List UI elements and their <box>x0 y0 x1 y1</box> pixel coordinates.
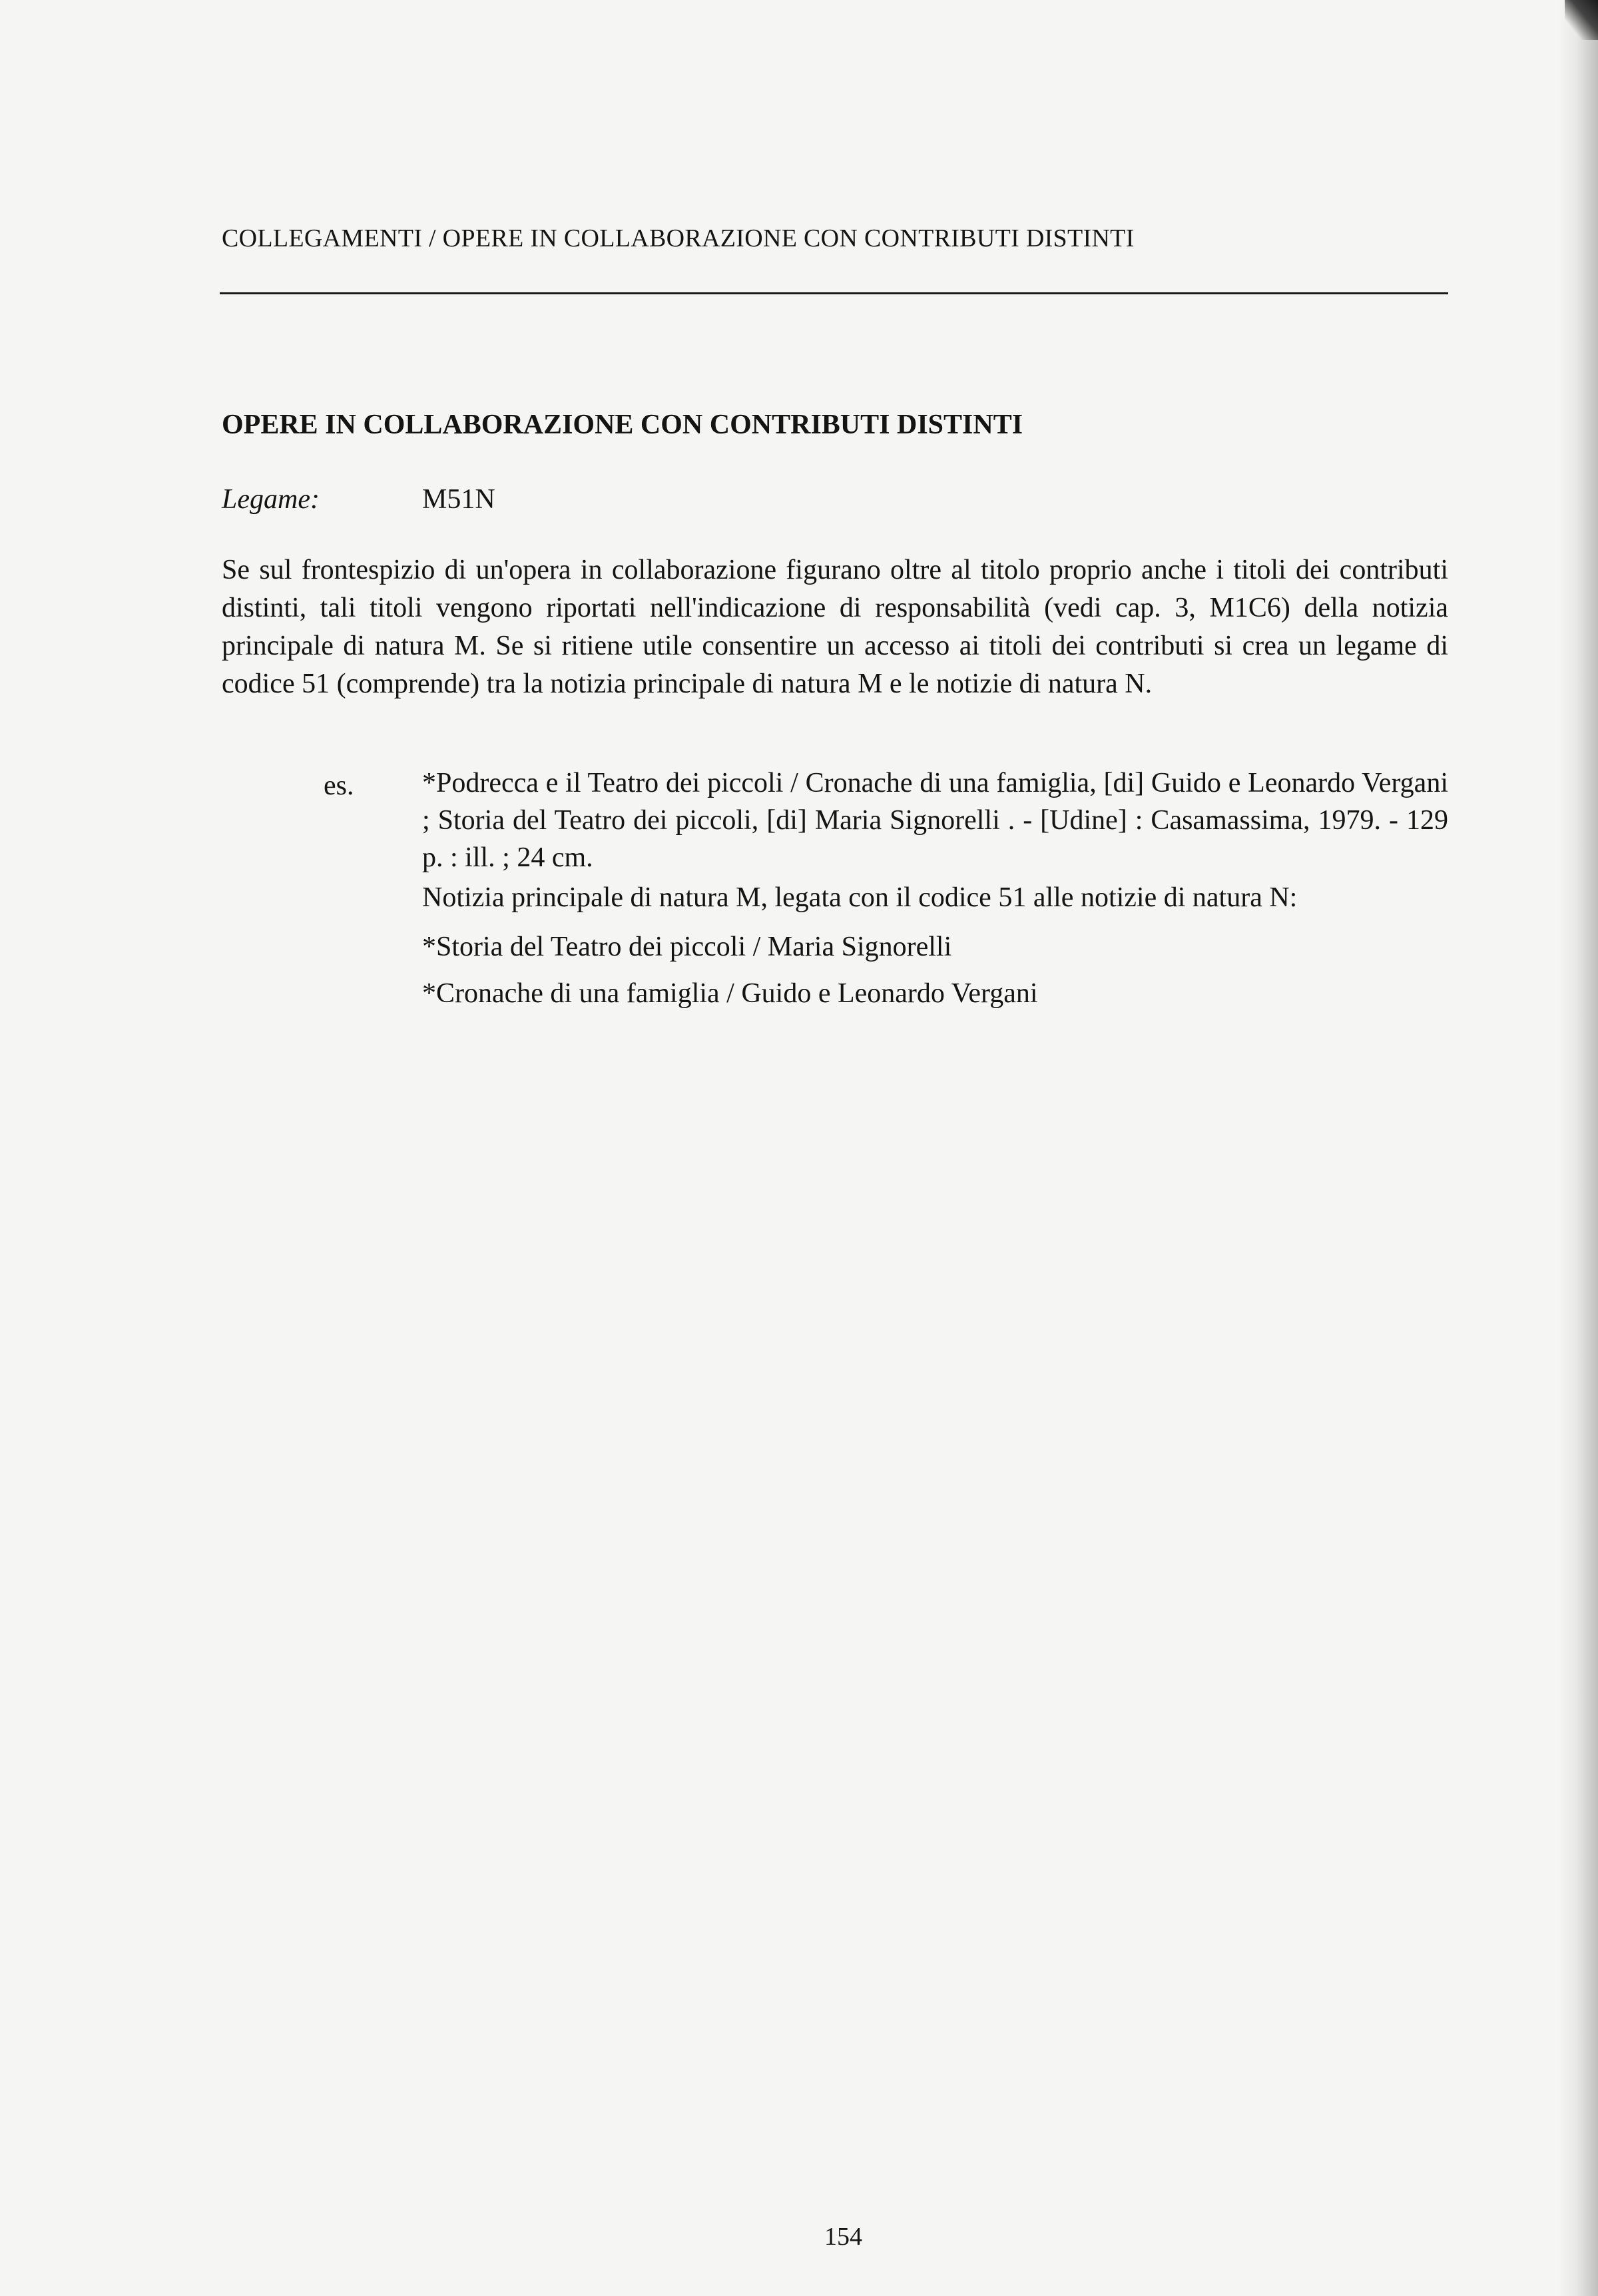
page-corner-shadow <box>1565 0 1598 40</box>
body-paragraph: Se sul frontespizio di un'opera in collaborazione figurano oltre al titolo proprio anche i titoli dei contributi distinti, tali titoli vengono riportati nell'indicazione di responsabilità (vedi cap. 3, M1C6) della notizia principale di natura M. Se si ritiene utile consentire un accesso ai titoli dei contributi si crea un legame di codice 51 (comprende) tra la notizia principale di natura M e le notizie di natura N. <box>222 555 1448 699</box>
example-label: es. <box>324 770 354 801</box>
running-header: COLLEGAMENTI / OPERE IN COLLABORAZIONE CON CONTRIBUTI DISTINTI <box>222 224 1135 252</box>
example-record: *Podrecca e il Teatro dei piccoli / Cronache di una famiglia, [di] Guido e Leonardo Vergani ; Storia del Teatro dei piccoli, [di] Maria Signorelli . - [Udine] : Casamassima, 1979. - 129 p. : ill. ; 24 cm. <box>422 768 1448 873</box>
example-note: Notizia principale di natura M, legata con il codice 51 alle notizie di natura N: <box>422 882 1298 913</box>
header-rule <box>220 292 1448 294</box>
legame-value: M51N <box>422 484 495 515</box>
section-title: OPERE IN COLLABORAZIONE CON CONTRIBUTI DISTINTI <box>222 410 1023 440</box>
legame-label: Legame: <box>222 484 320 515</box>
page-edge-shadow <box>1558 0 1598 2296</box>
linked-title-1: *Storia del Teatro dei piccoli / Maria Signorelli <box>422 932 952 962</box>
page-number: 154 <box>824 2223 862 2251</box>
linked-title-2: *Cronache di una famiglia / Guido e Leonardo Vergani <box>422 978 1038 1009</box>
